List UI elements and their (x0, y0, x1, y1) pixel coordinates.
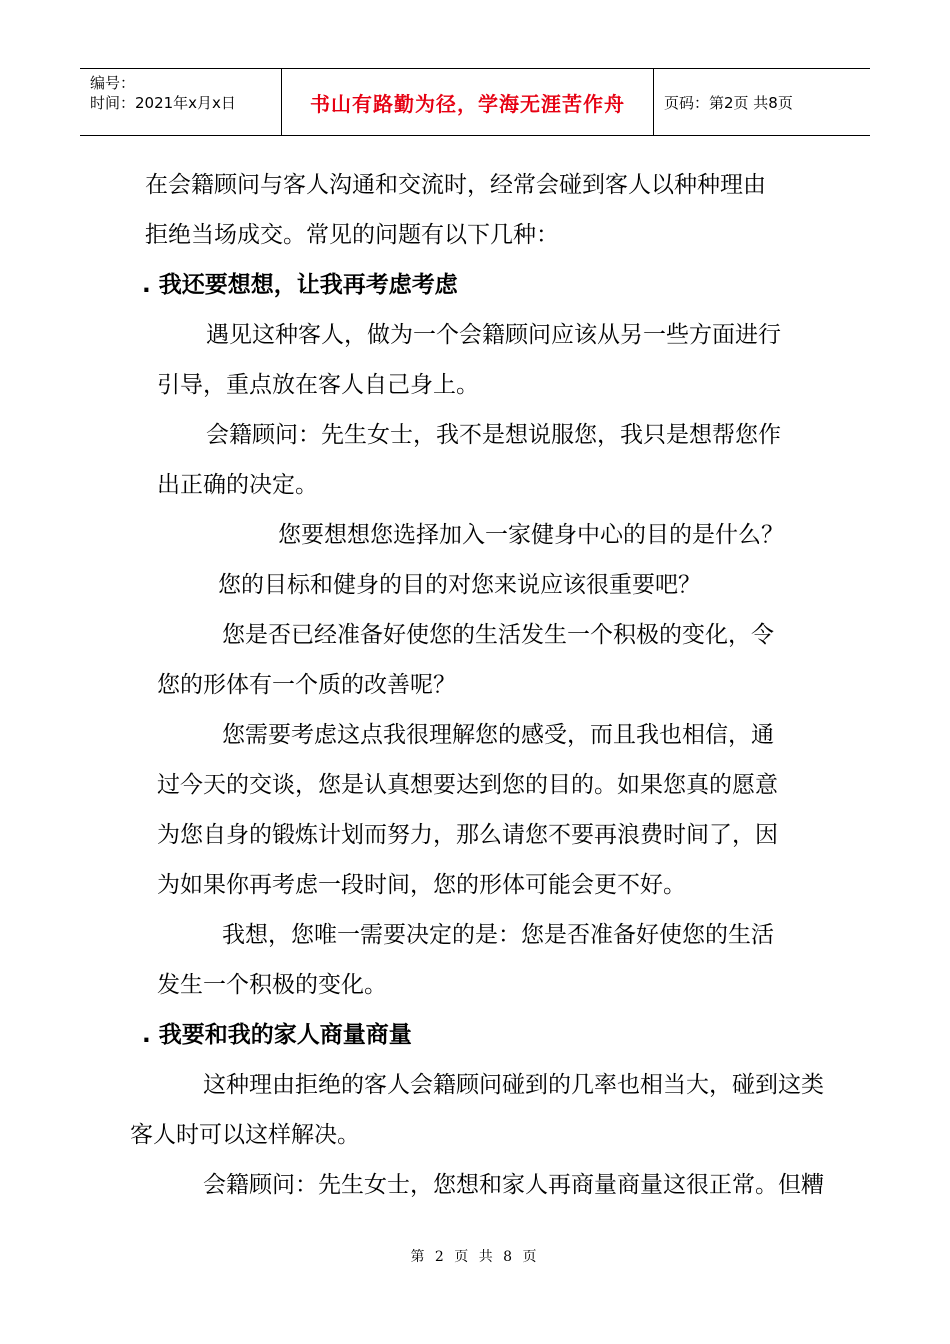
paragraph-line: 遇见这种客人，做为一个会籍顾问应该从另一些方面进行 (206, 322, 781, 348)
paragraph-line: 您需要考虑这点我很理解您的感受，而且我也相信，通 (222, 722, 774, 748)
header-meta (80, 69, 282, 135)
header-page-info: 页码：第2页 共8页 (664, 93, 793, 112)
paragraph-line: 过今天的交谈，您是认真想要达到您的目的。如果您真的愿意 (157, 772, 778, 798)
document-date: 时间：2021年x月x日 (90, 94, 236, 112)
paragraph-line: 会籍顾问：先生女士，我不是想说服您，我只是想帮您作 (206, 422, 781, 448)
paragraph-line: 引导，重点放在客人自己身上。 (157, 372, 479, 398)
page-footer: 第 2 页 共 8 页 (410, 1249, 540, 1265)
paragraph-line: 为如果你再考虑一段时间，您的形体可能会更不好。 (157, 872, 686, 898)
header-motto: 书山有路勤为径，学海无涯苦作舟 (282, 69, 654, 135)
paragraph-line: 您是否已经准备好使您的生活发生一个积极的变化，令 (222, 622, 774, 648)
paragraph-line: 拒绝当场成交。常见的问题有以下几种： (145, 222, 559, 248)
paragraph-line: 这种理由拒绝的客人会籍顾问碰到的几率也相当大，碰到这类 (203, 1072, 824, 1098)
document-number: 编号： (90, 74, 136, 92)
paragraph-line: 客人时可以这样解决。 (130, 1122, 360, 1148)
paragraph-line: 会籍顾问：先生女士，您想和家人再商量商量这很正常。但糟 (203, 1172, 824, 1198)
section-heading: . 我要和我的家人商量商量 (142, 1022, 412, 1048)
page-header (80, 68, 870, 136)
paragraph-line: 您的形体有一个质的改善呢？ (157, 672, 456, 698)
paragraph-line: 为您自身的锻炼计划而努力，那么请您不要再浪费时间了，因 (157, 822, 778, 848)
paragraph-line: 在会籍顾问与客人沟通和交流时，经常会碰到客人以种种理由 (145, 172, 766, 198)
section-heading: . 我还要想想，让我再考虑考虑 (142, 272, 458, 298)
paragraph-line: 出正确的决定。 (157, 472, 318, 498)
paragraph-line: 您要想想您选择加入一家健身中心的目的是什么？ (278, 522, 784, 548)
paragraph-line: 我想，您唯一需要决定的是：您是否准备好使您的生活 (222, 922, 774, 948)
paragraph-line: 您的目标和健身的目的对您来说应该很重要吧？ (218, 572, 701, 598)
paragraph-line: 发生一个积极的变化。 (157, 972, 387, 998)
